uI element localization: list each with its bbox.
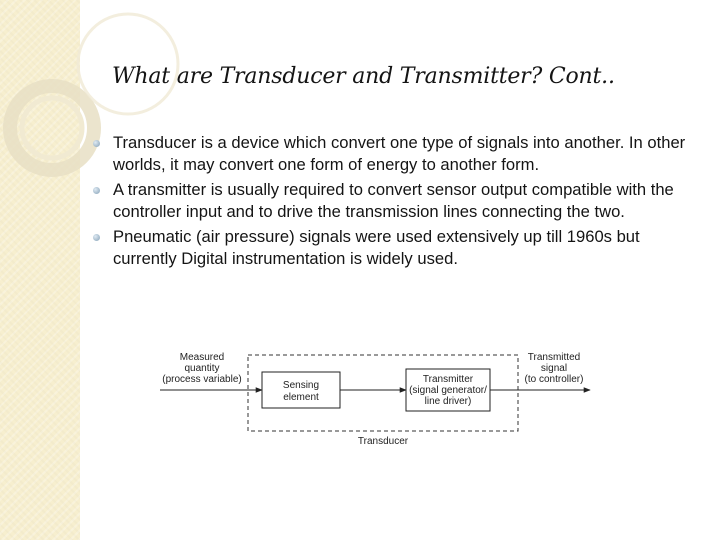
slide-title: What are Transducer and Transmitter? Cont.. [112, 64, 615, 89]
transducer-caption: Transducer [357, 436, 409, 447]
bullet-list [93, 132, 703, 273]
transducer-diagram [150, 345, 600, 455]
bullet-icon [93, 140, 100, 147]
input-label-line: Measured [179, 352, 225, 363]
transmitter-label: line driver) [424, 396, 472, 407]
bullet-text: A transmitter is usually required to convert sensor output compatible with the controller input and to drive the transmission lines connecting the two. [113, 180, 674, 221]
bullet-item [93, 226, 703, 270]
bullet-icon [93, 234, 100, 241]
output-label-line: signal [540, 363, 568, 374]
input-label-line: (process variable) [162, 374, 242, 385]
bullet-item [93, 132, 703, 176]
sensing-element-label: Sensing [282, 380, 320, 391]
bullet-text: Transducer is a device which convert one type of signals into another. In other worlds, it may convert one form of energy to another form. [113, 133, 686, 174]
bullet-text: Pneumatic (air pressure) signals were used extensively up till 1960s but currently Digital instrumentation is widely used. [113, 227, 640, 268]
bullet-item [93, 179, 703, 223]
output-label-line: (to controller) [524, 374, 584, 385]
transmitter-label: Transmitter [422, 374, 474, 385]
output-label-line: Transmitted [527, 352, 581, 363]
bullet-icon [93, 187, 100, 194]
sensing-element-label: element [283, 392, 319, 403]
transmitter-label: (signal generator/ [409, 385, 487, 396]
input-label-line: quantity [184, 363, 220, 374]
